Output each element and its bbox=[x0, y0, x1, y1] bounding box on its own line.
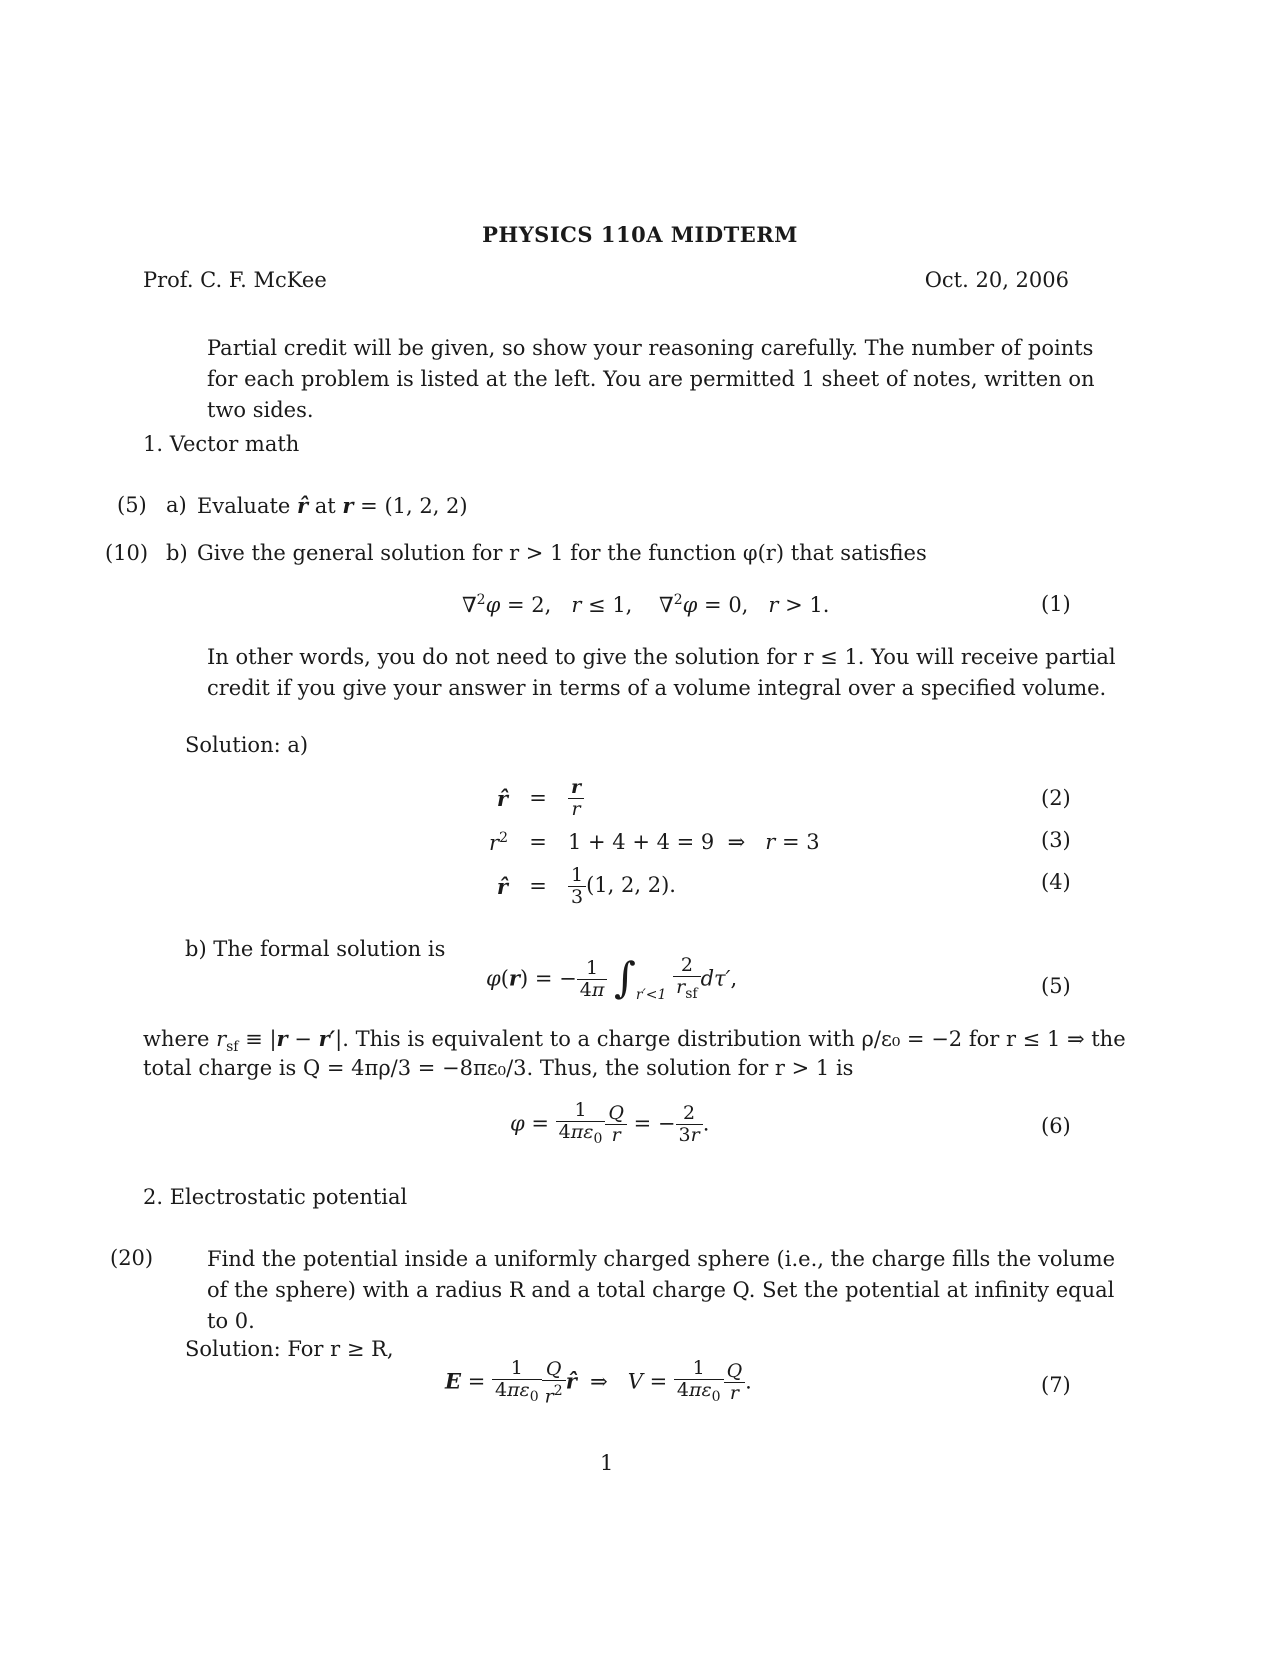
part-a-evaluate: Evaluate bbox=[197, 494, 291, 518]
equation-6-number: (6) bbox=[1041, 1114, 1071, 1138]
part-b-text: Give the general solution for r > 1 for the function φ(r) that satisfies bbox=[197, 541, 927, 565]
date: Oct. 20, 2006 bbox=[924, 268, 1069, 292]
equation-6: φ = $\frac{1}{4\pi\varepsilon_0}$ $\frac{Q}{r}$ = − $\frac{2}{3r}$ . bbox=[510, 1099, 710, 1147]
instructions: Partial credit will be given, so show your reasoning carefully. The number of points for each problem is listed at the left. You are permitted 1 sheet of notes, written on two sides. bbox=[207, 336, 1095, 422]
solution-a-label: Solution: a) bbox=[185, 733, 309, 757]
problem-2-heading: 2. Electrostatic potential bbox=[143, 1185, 408, 1209]
solution-b-label: b) The formal solution is bbox=[185, 937, 446, 961]
equation-3-number: (3) bbox=[1041, 828, 1071, 852]
equation-4-number: (4) bbox=[1041, 870, 1071, 894]
equation-2-number: (2) bbox=[1041, 786, 1071, 810]
page-title: PHYSICS 110A MIDTERM bbox=[482, 222, 798, 247]
equation-1: ∇$^2$φ = 2, r ≤ 1, ∇$^2$φ = 0, r > 1. bbox=[462, 592, 830, 617]
author: Prof. C. F. McKee bbox=[143, 268, 327, 292]
equation-7-number: (7) bbox=[1041, 1373, 1071, 1397]
equation-7: E = $\frac{1}{4\pi\varepsilon_0}$ $\frac{Q}{r^2}$ r̂ ⇒ V = $\frac{1}{4\pi\varepsilon_0}$ $\frac{Q}{r}$ . bbox=[445, 1357, 752, 1408]
equation-5: φ(r) = − $\frac{1}{4\pi}$ $\int_{r'<1}$ $\frac{2}{r_{sf}}$ dτ′, bbox=[486, 953, 738, 1004]
solution-a-equations: r̂ = $\frac{r}{r}$ $r^2$ = 1 + 4 + 4 = 9 ⇒ r = 3 r̂ = $\frac{1}{3}$ (1, 2, 2). bbox=[489, 775, 820, 908]
part-b-points: (10) bbox=[105, 541, 149, 565]
equation-1-number: (1) bbox=[1041, 592, 1071, 616]
where-line-2: total charge is Q = 4πρ/3 = −8πε₀/3. Thus, the solution for r > 1 is bbox=[143, 1056, 854, 1080]
part-a-points: (5) bbox=[117, 493, 147, 517]
part-b-followup: In other words, you do not need to give the solution for r ≤ 1. You will receive partial credit if you give your answer in terms of a volume integral over a specified volume. bbox=[207, 645, 1116, 700]
part-a-text: Evaluate r̂ at r = (1, 2, 2) bbox=[197, 493, 468, 518]
where-line-1: where $r_{sf} \equiv |r - r'|$. This is equivalent to a charge distribution with ρ/ε₀ = −2 for r ≤ 1 ⇒ the bbox=[143, 1026, 1126, 1056]
part-a-label: a) bbox=[166, 493, 187, 517]
problem-1-heading: 1. Vector math bbox=[143, 432, 300, 456]
problem-2-points: (20) bbox=[110, 1246, 154, 1270]
where-line-1-text: This is equivalent to a charge distribution with ρ/ε₀ = −2 for r ≤ 1 ⇒ the bbox=[355, 1027, 1126, 1051]
part-b-label: b) bbox=[166, 541, 188, 565]
solution-2-label: Solution: For r ≥ R, bbox=[185, 1337, 394, 1361]
equation-5-number: (5) bbox=[1041, 974, 1071, 998]
problem-2-text: Find the potential inside a uniformly charged sphere (i.e., the charge fills the volume of the sphere) with a radius R and a total charge Q. Set the potential at infinity equal to 0. bbox=[207, 1247, 1116, 1333]
page-number: 1 bbox=[600, 1451, 614, 1475]
